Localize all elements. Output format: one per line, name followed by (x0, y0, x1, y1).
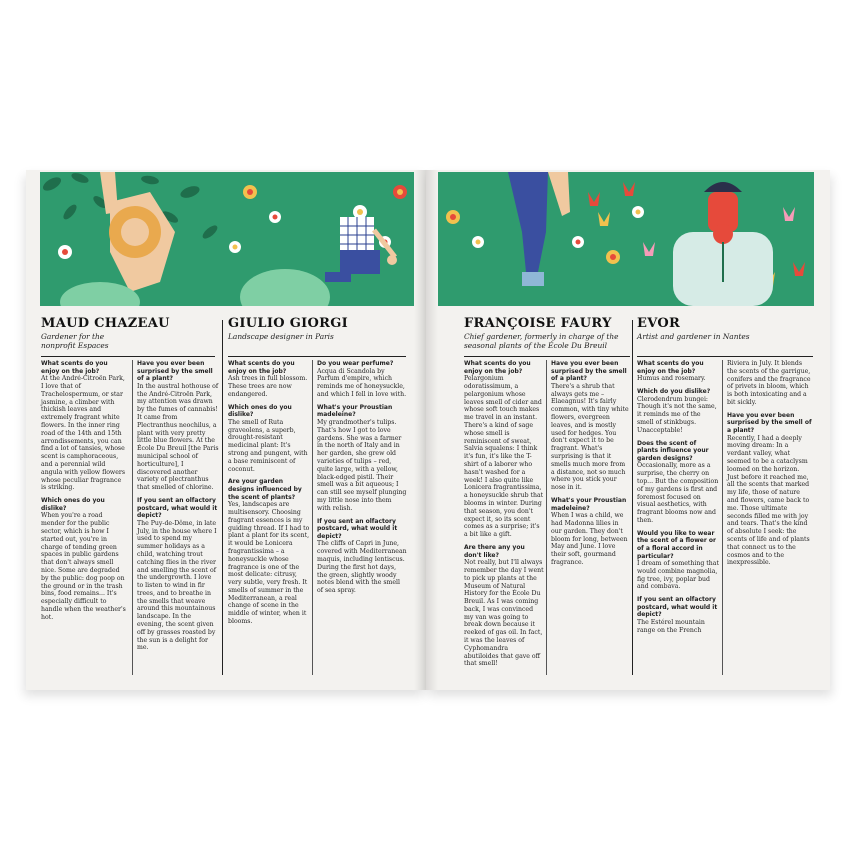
interview-question: Which do you dislike? (637, 387, 711, 395)
interview-question: Does the scent of plants influence your garden designs? (637, 439, 709, 462)
right-illustration-banner (438, 172, 814, 306)
interview-answer: When you're a road mender for the public sector, which is how I started out, you're in charge of tending green spaces in public gardens that don't always smell nice. Some are degraded by the public: dog poop on the ground or in the trash bins, food remains... It's especially difficult to handle when the weather's hot. (41, 512, 126, 621)
column-divider (312, 360, 313, 675)
evor-header (637, 317, 817, 341)
interview-answer: The Estérel mountain range on the French (637, 619, 705, 634)
francoise-header-rule (464, 356, 630, 357)
interview-question: If you sent an olfactory postcard, what would it depict? (137, 496, 218, 520)
maud-column-1 (41, 360, 127, 621)
interview-question: Which ones do you dislike? (228, 403, 292, 419)
garden-illustration-left (40, 172, 414, 306)
interview-question: What's your Proustian madeleine? (317, 403, 393, 419)
interview-answer: Not really, but I'll always remember the day I went to pick up plants at the Museum of Natural History for the École Du Breuil. As I was coming back, I was convinced my van was going to break down because it reeked of gas oil. In fact, it was the leaves of Cyphomandra abutiloides that gave off that smell! (464, 559, 544, 668)
interview-answer: When I was a child, we had Madonna lilies in our garden. They don't bloom for long, between May and June. I love their soft, gourmand fragrance. (551, 512, 628, 566)
interview-answer: Occasionally, more as a surprise, the cherry on top... But the composition of my gardens is first and foremost focused on visual aesthetics, with fragrant blooms now and then. (637, 462, 719, 524)
francoise-name: FRANÇOISE FAURY (464, 316, 612, 331)
interview-answer: Yes, landscapes are multisensory. Choosing fragrant essences is my guiding thread. If I had to plant a plant for its scent, it would be Lonicera fragrantissima – a honeysuckle whose fragrance is one of the most delicate: citrusy, very subtle, very fresh. It smells of summer in the Mediterranean, a real change of scene in the middle of winter, when it blooms. (228, 501, 310, 626)
interview-question: Are your garden designs influenced by the scent of plants? (228, 478, 302, 501)
interview-answer: Riviera in July. It blends the scents of the garrigue, conifers and the fragrance of privets in bloom, which is both intoxicating and a bit sickly. (727, 360, 811, 406)
interview-answer: Clerodendrum bungei: Though it's not the same, it reminds me of the smell of stinkbugs. Unacceptable! (637, 395, 717, 434)
interview-answer: Ash trees in full blossom. These trees are now endangered. (228, 375, 308, 398)
giulio-column-2 (317, 360, 407, 595)
evor-role: Artist and gardener in Nantes (637, 332, 750, 341)
interview-question: Have you ever been surprised by the smell of a plant? (727, 411, 812, 434)
interview-question: Are there any you don't like? (464, 543, 525, 559)
interview-question: If you sent an olfactory postcard, what would it depict? (637, 596, 718, 619)
interview-question: Which ones do you dislike? (41, 497, 105, 512)
interview-answer: I dream of something that would combine magnolia, fig tree, ivy, poplar bud and combava. (637, 560, 719, 591)
giulio-role: Landscape designer in Paris (228, 332, 334, 341)
maud-header (41, 317, 216, 350)
column-divider (722, 360, 723, 675)
interview-answer: There's a shrub that always gets me – Elaeagnus! It's fairly common, with tiny white flowers, evergreen leaves, and is mostly used for hedges. You don't expect it to be fragrant. What's surprising is that it smells much more from a distance, not so much where you stick your nose in it. (551, 382, 629, 492)
interview-question: If you sent an olfactory postcard, what would it depict? (317, 517, 398, 540)
evor-header-rule (637, 356, 813, 357)
interview-question: Have you ever been surprised by the smell of a plant? (551, 360, 627, 383)
page-gutter (414, 170, 438, 690)
maud-name: MAUD CHAZEAU (41, 316, 170, 331)
interview-question: What scents do you enjoy on the job? (228, 360, 295, 375)
giulio-name: GIULIO GIORGI (228, 316, 348, 331)
giulio-header (228, 317, 408, 341)
giulio-header-rule (228, 356, 406, 357)
interview-answer: Acqua di Scandola by Parfum d'empire, which reminds me of honeysuckle, and which I fell in love with. (317, 367, 407, 398)
evor-column-1 (637, 360, 719, 635)
section-divider (222, 320, 223, 675)
interview-answer: Humus and rosemary. (637, 375, 706, 383)
interview-question: Have you ever been surprised by the smell of a plant? (137, 360, 213, 383)
interview-question: What scents do you enjoy on the job? (41, 360, 108, 375)
francoise-column-1 (464, 360, 544, 668)
francoise-header (464, 317, 634, 350)
evor-column-2 (727, 360, 813, 567)
interview-answer: The Puy-de-Dôme, in late July, in the house where I used to spend my summer holidays as a child, watching trout catching flies in the river and smelling the scent of the undergrowth. I love to listen to wind in fir trees, and to breathe in the smells that weave around this mountainous landscape. In the evening, the scent given off by grasses roasted by the sun is a delight for me. (137, 519, 217, 652)
interview-question: Would you like to wear the scent of a flower or of a floral accord in particular? (637, 529, 716, 560)
interview-question: Do you wear perfume? (317, 360, 394, 367)
francoise-role: Chief gardener, formerly in charge of the seasonal plants of the École Du Breuil (464, 332, 619, 350)
interview-question: What scents do you enjoy on the job? (637, 360, 704, 375)
maud-role: Gardener for the nonprofit Espaces (41, 332, 109, 350)
maud-column-2 (137, 360, 219, 652)
interview-question: What scents do you enjoy on the job? (464, 360, 531, 375)
interview-answer: My grandmother's tulips. That's how I got to love gardens. She was a farmer in the north of Italy and in her garden, she grew old varieties of tulips – red, quite large, with a yellow, black-edged pistil. Their smell was a bit aqueous; I can still see myself plunging my little nose into them with relish. (317, 418, 407, 512)
evor-name: EVOR (637, 316, 681, 331)
francoise-column-2 (551, 360, 630, 567)
column-divider (132, 360, 133, 675)
interview-answer: Recently, I had a deeply moving dream: In a verdant valley, what seemed to be a cataclysm loomed on the horizon. Just before it reached me, all the scents that marked my life, those of nature and flowers, came back to me. Those ultimate seconds filled me with joy and tears. That's the kind of absolute I seek: the scents of life and of plants that connect us to the cosmos and to the inexpressible. (727, 434, 810, 567)
interview-answer: In the austral hothouse of the André-Citroën Park, my attention was drawn by the fumes of cannabis! It came from Plectranthus neochilus, a plant with very pretty little blue flowers. At the École Du Breuil [the Paris municipal school of horticulture], I discovered another variety of plectranthus that smelled of chlorine. (137, 382, 219, 492)
interview-question: What's your Proustian madeleine? (551, 496, 627, 512)
section-divider (632, 320, 633, 675)
interview-answer: The cliffs of Capri in June, covered with Mediterranean maquis, including lentiscus. During the first hot days, the green, slightly woody notes blend with the smell of sea spray. (317, 540, 407, 595)
garden-illustration-right (438, 172, 814, 306)
maud-header-rule (41, 356, 215, 357)
giulio-column-1 (228, 360, 310, 626)
interview-answer: At the André-Citroën Park, I love that of Trachelospermum, or star jasmine, a climber with thickish leaves and extremely fragrant white flowers. In the inner ring road of the 14th and 15th arrondissements, you can find a lot of tansies, whose scent is camphoraceous, and a perennial wild angula with yellow flowers whose peculiar fragrance is striking. (41, 375, 126, 492)
column-divider (546, 360, 547, 675)
left-illustration-banner (40, 172, 414, 306)
interview-answer: The smell of Ruta graveolens, a superb, drought-resistant medicinal plant: It's strong and pungent, with a base reminiscent of coconut. (228, 418, 308, 473)
interview-answer: Pelargonium odoratissimum, a pelargonium whose leaves smell of cider and whose soft touch makes me travel in an instant. There's a kind of sage whose smell is reminiscent of sweat, Salvia squalens: I think it's fun, it's like the T-shirt of a laborer who hasn't washed for a week! I also quite like Lonicera fragrantissima, a honeysuckle shrub that blooms in winter. During that season, you don't expect it, so its scent comes as a surprise; it's a bit like a gift. (464, 375, 544, 539)
